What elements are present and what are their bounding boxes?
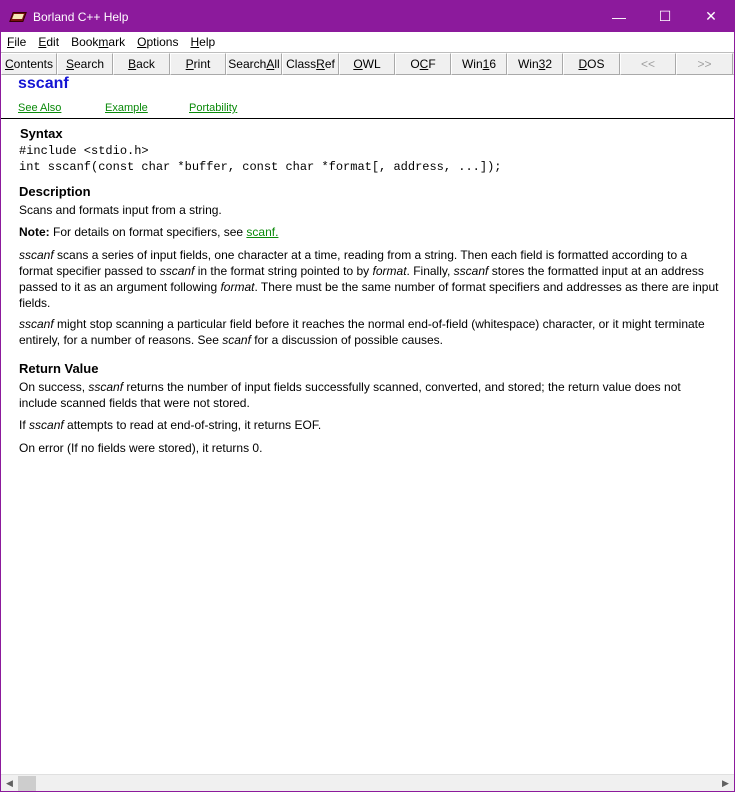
menu-bar: [1, 32, 734, 52]
topic-header: [1, 75, 734, 119]
horizontal-scrollbar[interactable]: [1, 774, 734, 791]
menu-bookmark[interactable]: Bookmark: [71, 35, 126, 49]
menu-edit[interactable]: Edit: [38, 35, 60, 49]
window-title: Borland C++ Help: [33, 9, 129, 24]
see-also-link[interactable]: See Also: [18, 102, 62, 114]
scroll-left-icon[interactable]: ◀: [6, 778, 13, 788]
description-summary: Scans and formats input from a string.: [19, 203, 222, 217]
return-paragraph-3: On error (If no fields were stored), it returns 0.: [19, 441, 263, 455]
example-link[interactable]: Example: [105, 102, 148, 114]
menu-file[interactable]: File: [7, 35, 27, 49]
maximize-button[interactable]: ☐: [658, 8, 672, 24]
toolbar-dos-button[interactable]: D OS: [563, 53, 620, 75]
toolbar-owl-button[interactable]: O WL: [339, 53, 395, 75]
description-heading: Description: [19, 184, 91, 199]
button-bar: [1, 52, 734, 75]
toolbar-class-ref-button[interactable]: Class R ef: [282, 53, 339, 75]
scroll-right-icon[interactable]: ▶: [722, 778, 729, 788]
menu-options[interactable]: Options: [137, 35, 179, 49]
topic-title: sscanf: [18, 75, 69, 92]
note-text: For details on format specifiers, see: [49, 225, 247, 239]
portability-link[interactable]: Portability: [189, 102, 238, 114]
syntax-prototype-line: int sscanf(const char *buffer, const char *format[, address, ...]);: [19, 160, 502, 174]
return-value-heading: Return Value: [19, 361, 99, 376]
close-button[interactable]: ✕: [705, 8, 717, 24]
syntax-heading: Syntax: [20, 126, 63, 141]
toolbar-win32-button[interactable]: Win 3 2: [507, 53, 563, 75]
scroll-thumb[interactable]: [18, 776, 36, 791]
note-paragraph: [19, 224, 278, 240]
scanf-link[interactable]: scanf.: [246, 225, 279, 239]
return-paragraph-1: On success, sscanf returns the number of input fields successfully scanned, converted, and stored; the return value does not include scanned fields that were not stored.: [19, 380, 681, 410]
return-paragraph-2: If sscanf attempts to read at end-of-string, it returns EOF.: [19, 418, 322, 432]
toolbar-search-button[interactable]: S earch: [57, 53, 113, 75]
toolbar-history-back-button[interactable]: <<: [620, 53, 676, 75]
title-bar[interactable]: [1, 1, 734, 32]
note-label: Note:: [19, 225, 50, 239]
toolbar-search-all-button[interactable]: Search A ll: [226, 53, 282, 75]
description-paragraph-2: sscanf might stop scanning a particular field before it reaches the normal end-of-field (whitespace) character, or it might terminate entirely, for a number of reasons. See scanf for a discussion of possible causes.: [19, 317, 705, 347]
menu-help[interactable]: Help: [190, 35, 216, 49]
toolbar-back-button[interactable]: B ack: [113, 53, 170, 75]
book-icon: [10, 9, 26, 25]
toolbar-win16-button[interactable]: Win 1 6: [451, 53, 507, 75]
toolbar-history-forward-button[interactable]: >>: [676, 53, 733, 75]
toolbar-ocf-button[interactable]: O C F: [395, 53, 451, 75]
topic-content: [1, 120, 734, 774]
minimize-button[interactable]: —: [612, 8, 626, 25]
toolbar-print-button[interactable]: P rint: [170, 53, 226, 75]
description-paragraph-1: sscanf scans a series of input fields, one character at a time, reading from a string. Then each field is formatted according to a format specifier passed to sscanf in the format string pointed to by format. Finally, sscanf stores the formatted input at an address passed to it as an argument following format. There must be the same number of format specifiers and addresses as there are input fields.: [19, 248, 719, 310]
syntax-include-line: #include <stdio.h>: [19, 144, 149, 158]
toolbar-contents-button[interactable]: C ontents: [1, 53, 57, 75]
window-controls: [596, 1, 734, 32]
